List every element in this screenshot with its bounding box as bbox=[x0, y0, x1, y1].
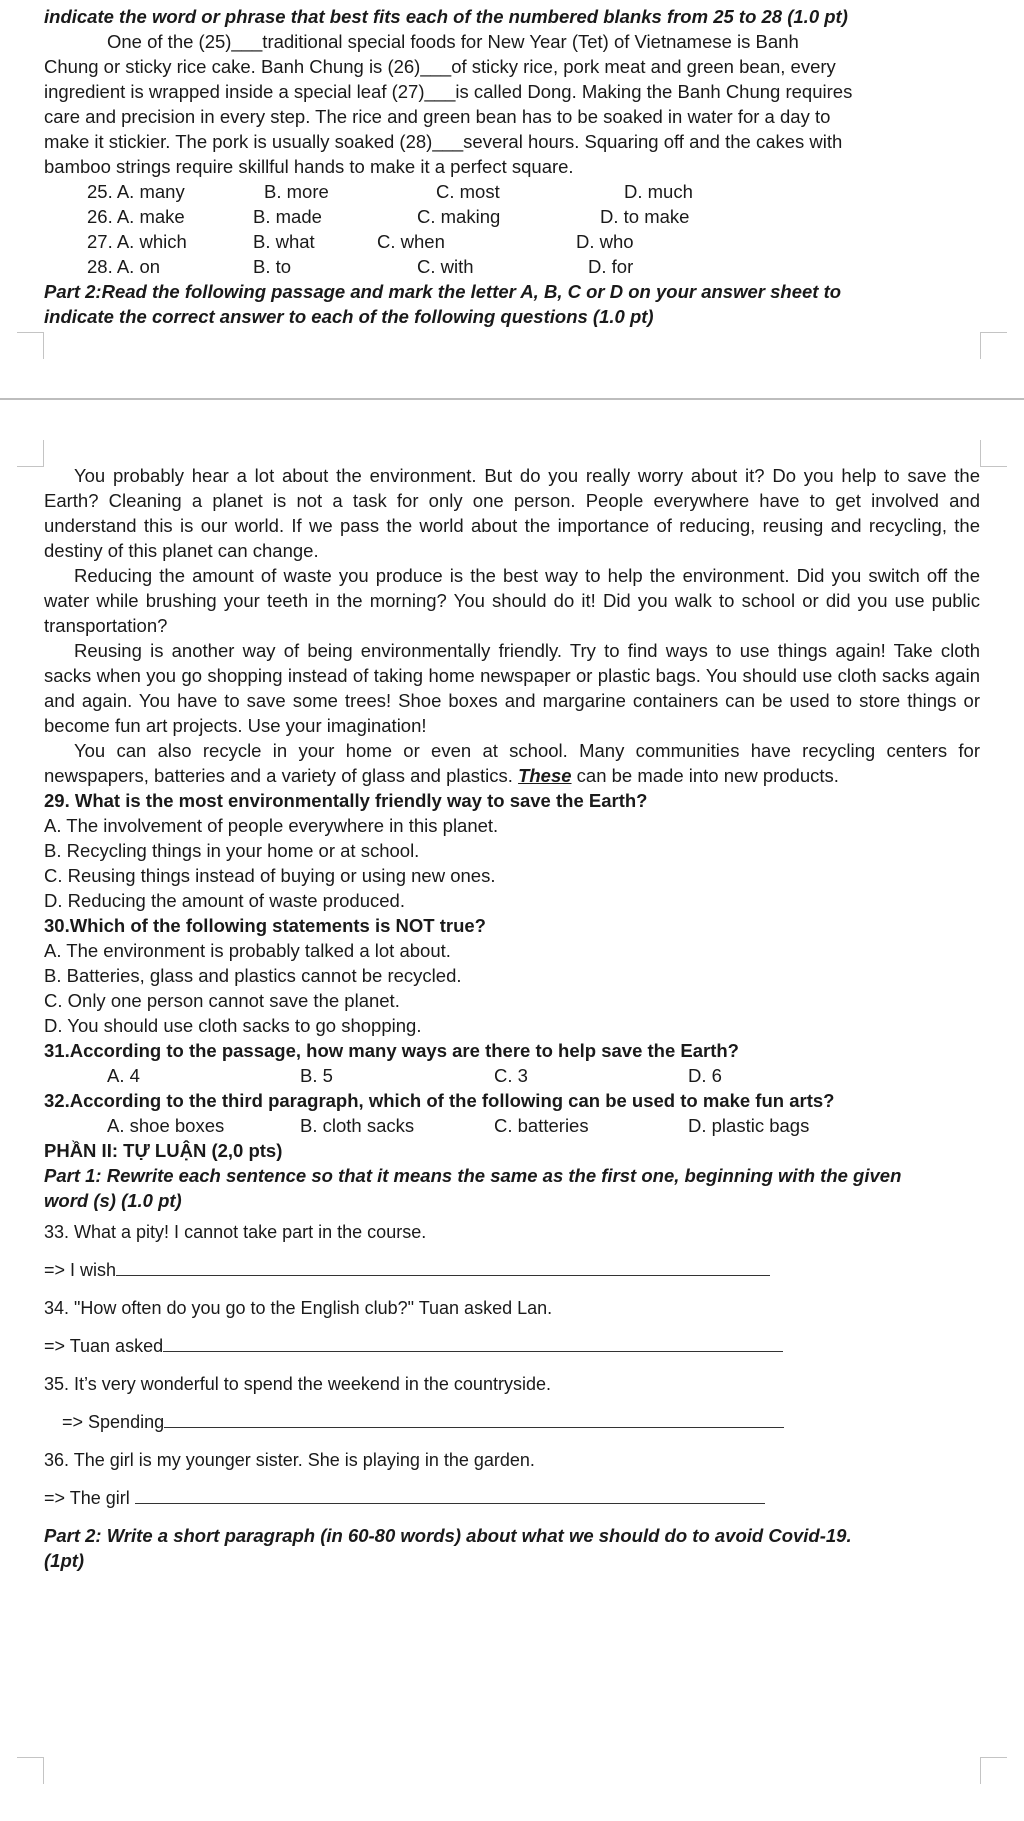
question-29: 29. What is the most environmentally friendly way to save the Earth? bbox=[44, 790, 648, 811]
page-1-content bbox=[44, 4, 980, 329]
answer-blank[interactable] bbox=[135, 1485, 765, 1504]
option-b: B. what bbox=[253, 231, 315, 252]
rewrite-35-answer-line[interactable] bbox=[44, 1403, 980, 1441]
page-corner-mark bbox=[17, 440, 44, 467]
question-32: 32.According to the third paragraph, which of the following can be used to make fun arts? bbox=[44, 1090, 835, 1111]
question-31: 31.According to the passage, how many ways are there to help save the Earth? bbox=[44, 1040, 739, 1061]
option-d: D. who bbox=[576, 231, 634, 252]
option-row-28 bbox=[44, 254, 980, 279]
answer-30-a: A. The environment is probably talked a lot about. bbox=[44, 940, 451, 961]
paragraph-4-text: You can also recycle in your home or even at school. Many communities have recycling centers for newspapers, batteries and a variety of glass and plastics. bbox=[44, 740, 980, 786]
option-b: B. more bbox=[264, 181, 329, 202]
answer-blank[interactable] bbox=[116, 1257, 770, 1276]
rewrite-36-question: 36. The girl is my younger sister. She is playing in the garden. bbox=[44, 1450, 535, 1470]
answer-32-c: C. batteries bbox=[494, 1115, 589, 1136]
passage-paragraph-2: Reducing the amount of waste you produce is the best way to help the environment. Did you switch off the water while brushing your teeth in the morning? You should do it! Did you walk to school or did you use public transportation? bbox=[44, 565, 980, 636]
page-1 bbox=[0, 0, 1024, 398]
option-a: 27. A. which bbox=[87, 231, 187, 252]
part2-heading-line-2: indicate the correct answer to each of the following questions (1.0 pt) bbox=[44, 306, 654, 327]
passage-line-4: care and precision in every step. The rice and green bean has to be soaked in water for a day to bbox=[44, 106, 831, 127]
answer-row-32 bbox=[44, 1113, 980, 1138]
page-corner-mark bbox=[980, 1757, 1007, 1784]
answer-30-c: C. Only one person cannot save the planet. bbox=[44, 990, 400, 1011]
page-2-content bbox=[44, 463, 980, 1573]
answer-31-d: D. 6 bbox=[688, 1065, 722, 1086]
passage-paragraph-3: Reusing is another way of being environmentally friendly. Try to find ways to use things again! Take cloth sacks when you go shopping instead of taking home newspaper or plastic bags. You should use cloth sacks again and again. You have to save some trees! Shoe boxes and margarine containers can be used to store things or become fun art projects. Use your imagination! bbox=[44, 640, 980, 736]
page-corner-mark bbox=[17, 332, 44, 359]
answer-31-b: B. 5 bbox=[300, 1065, 333, 1086]
answer-32-b: B. cloth sacks bbox=[300, 1115, 415, 1136]
rewrite-heading-line-2: word (s) (1.0 pt) bbox=[44, 1190, 182, 1211]
option-d: D. to make bbox=[600, 206, 690, 227]
rewrite-34-question: 34. "How often do you go to the English club?" Tuan asked Lan. bbox=[44, 1298, 553, 1318]
answer-prompt: => I wish bbox=[44, 1260, 117, 1280]
option-row-27 bbox=[44, 229, 980, 254]
answer-29-a: A. The involvement of people everywhere in this planet. bbox=[44, 815, 499, 836]
option-c: C. with bbox=[417, 256, 474, 277]
rewrite-34-answer-line[interactable] bbox=[44, 1327, 980, 1365]
option-row-25 bbox=[44, 179, 980, 204]
answer-31-a: A. 4 bbox=[107, 1065, 140, 1086]
option-c: C. making bbox=[417, 206, 501, 227]
page-corner-mark bbox=[980, 332, 1007, 359]
page-corner-mark bbox=[17, 1757, 44, 1784]
option-b: B. made bbox=[253, 206, 322, 227]
option-a: 26. A. make bbox=[87, 206, 185, 227]
passage-paragraph-4 bbox=[44, 738, 980, 788]
answer-29-d: D. Reducing the amount of waste produced. bbox=[44, 890, 405, 911]
instruction-text: indicate the word or phrase that best fits each of the numbered blanks from 25 to 28 (1.0 pt) bbox=[44, 6, 848, 27]
answer-31-c: C. 3 bbox=[494, 1065, 528, 1086]
part2-heading-line-1: Part 2:Read the following passage and mark the letter A, B, C or D on your answer sheet to bbox=[44, 281, 842, 302]
answer-32-a: A. shoe boxes bbox=[107, 1115, 225, 1136]
paragraph-4-text-end: can be made into new products. bbox=[571, 765, 839, 786]
option-a: 25. A. many bbox=[87, 181, 185, 202]
option-row-26 bbox=[44, 204, 980, 229]
referenced-word: These bbox=[518, 765, 572, 786]
answer-blank[interactable] bbox=[163, 1333, 783, 1352]
answer-blank[interactable] bbox=[164, 1409, 784, 1428]
option-c: C. most bbox=[436, 181, 500, 202]
section-2-heading: PHẦN II: TỰ LUẬN (2,0 pts) bbox=[44, 1140, 283, 1161]
passage-line-2: Chung or sticky rice cake. Banh Chung is (26)___of sticky rice, pork meat and green bean, every bbox=[44, 56, 836, 77]
answer-32-d: D. plastic bags bbox=[688, 1115, 810, 1136]
answer-prompt: => Tuan asked bbox=[44, 1336, 164, 1356]
question-30: 30.Which of the following statements is NOT true? bbox=[44, 915, 486, 936]
rewrite-33-answer-line[interactable] bbox=[44, 1251, 980, 1289]
passage-paragraph-1: You probably hear a lot about the environment. But do you really worry about it? Do you help to save the Earth? Cleaning a planet is not a task for only one person. People everywhere have to get involved and understand this is our world. If we pass the world about the importance of reducing, reusing and recycling, the destiny of this planet can change. bbox=[44, 465, 980, 561]
page-corner-mark bbox=[980, 440, 1007, 467]
answer-30-d: D. You should use cloth sacks to go shopping. bbox=[44, 1015, 422, 1036]
option-d: D. much bbox=[624, 181, 693, 202]
page-2 bbox=[0, 400, 1024, 1821]
rewrite-35-question: 35. It’s very wonderful to spend the weekend in the countryside. bbox=[44, 1374, 551, 1394]
rewrite-36-answer-line[interactable] bbox=[44, 1479, 980, 1517]
answer-29-c: C. Reusing things instead of buying or using new ones. bbox=[44, 865, 496, 886]
rewrite-heading-line-1: Part 1: Rewrite each sentence so that it means the same as the first one, beginning with the given bbox=[44, 1165, 902, 1186]
answer-prompt: => Spending bbox=[62, 1412, 165, 1432]
passage-line-1: One of the (25)___traditional special foods for New Year (Tet) of Vietnamese is Banh bbox=[107, 31, 799, 52]
answer-30-b: B. Batteries, glass and plastics cannot be recycled. bbox=[44, 965, 462, 986]
option-d: D. for bbox=[588, 256, 634, 277]
passage-line-3: ingredient is wrapped inside a special leaf (27)___is called Dong. Making the Banh Chung requires bbox=[44, 81, 853, 102]
writing-heading-line-2: (1pt) bbox=[44, 1550, 85, 1571]
answer-prompt: => The girl bbox=[44, 1488, 135, 1508]
passage-line-5: make it stickier. The pork is usually soaked (28)___several hours. Squaring off and the cakes with bbox=[44, 131, 843, 152]
option-b: B. to bbox=[253, 256, 292, 277]
option-c: C. when bbox=[377, 231, 445, 252]
answer-row-31 bbox=[44, 1063, 980, 1088]
rewrite-33-question: 33. What a pity! I cannot take part in the course. bbox=[44, 1222, 427, 1242]
writing-heading-line-1: Part 2: Write a short paragraph (in 60-80 words) about what we should do to avoid Covid-19. bbox=[44, 1525, 852, 1546]
passage-line-6: bamboo strings require skillful hands to make it a perfect square. bbox=[44, 156, 574, 177]
option-a: 28. A. on bbox=[87, 256, 161, 277]
answer-29-b: B. Recycling things in your home or at school. bbox=[44, 840, 420, 861]
